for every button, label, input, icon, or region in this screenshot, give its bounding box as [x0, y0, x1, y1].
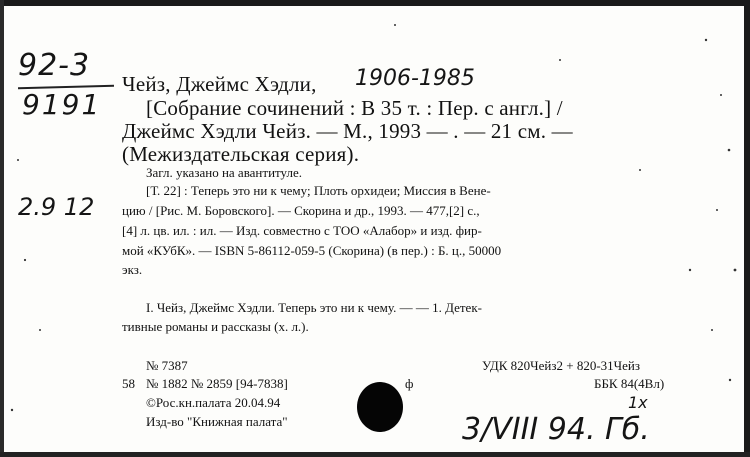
- volume-line-5: экз.: [122, 262, 143, 277]
- handwritten-call-number-top: 92-3: [18, 48, 91, 83]
- udk-code: УДК 820Чейз2 + 820-31Чейз: [482, 358, 640, 373]
- heading-line-2: [Собрание сочинений : В 35 т. : Пер. с англ.] /: [146, 96, 563, 120]
- volume-line-1: [Т. 22] : Теперь это ни к чему; Плоть орхидеи; Миссия в Вене-: [146, 183, 491, 198]
- tracing-line-2: тивные романы и рассказы (х. л.).: [122, 319, 309, 334]
- registration-numbers: № 1882 № 2859 [94-7838]: [146, 376, 288, 391]
- handwritten-mark: 1х: [628, 393, 648, 412]
- record-number: № 7387: [146, 358, 188, 373]
- title-note: Загл. указано на авантитуле.: [146, 165, 302, 180]
- volume-line-2: цию / [Рис. М. Боровского]. — Скорина и др., 1993. — 477,[2] с.,: [122, 203, 480, 218]
- tracing-line-1: I. Чейз, Джеймс Хэдли. Теперь это ни к чему. — — 1. Детек-: [146, 300, 482, 315]
- registration-suffix: ф: [405, 376, 414, 391]
- record-number-prefix: 58: [122, 376, 135, 391]
- handwritten-side-number: 2.9 12: [18, 193, 95, 221]
- heading-line-1: Чейз, Джеймс Хэдли,: [122, 72, 317, 96]
- punch-hole: [357, 382, 403, 432]
- handwritten-call-number-bottom: 9191: [22, 88, 102, 121]
- handwritten-date: 3/VIII 94. Гб.: [462, 412, 650, 447]
- volume-line-3: [4] л. цв. ил. : ил. — Изд. совместно с ТОО «Алабор» и изд. фир-: [122, 223, 482, 238]
- book-chamber-stamp: ©Рос.кн.палата 20.04.94: [146, 395, 281, 410]
- publisher-line: Изд-во "Книжная палата": [146, 414, 288, 429]
- heading-line-4: (Межиздательская серия).: [122, 142, 360, 166]
- handwritten-author-dates: 1906-1985: [355, 66, 475, 91]
- volume-line-4: мой «КУбК». — ISBN 5-86112-059-5 (Скорина) (в пер.) : Б. ц., 50000: [122, 243, 502, 258]
- bbk-code: ББК 84(4Вл): [594, 376, 665, 391]
- heading-line-3: Джеймс Хэдли Чейз. — М., 1993 — . — 21 см. —: [122, 119, 573, 143]
